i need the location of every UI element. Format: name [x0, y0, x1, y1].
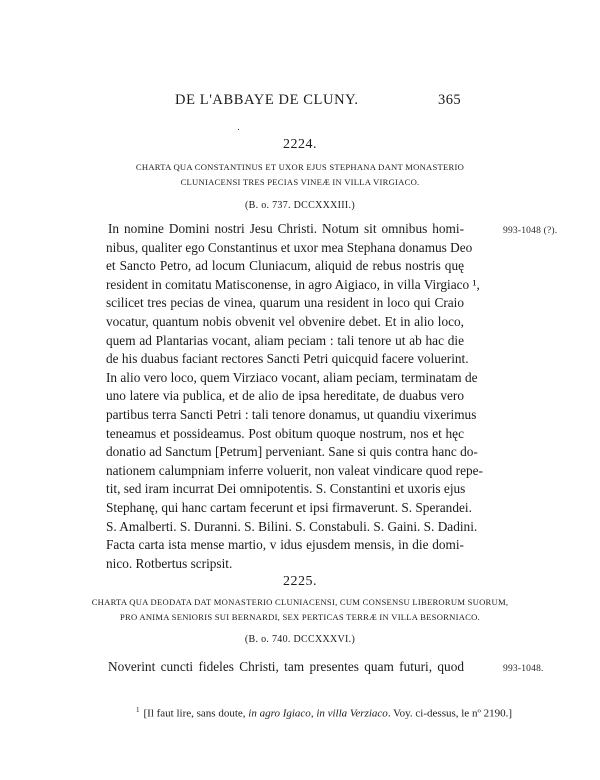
caption-line: CHARTA QUA DEODATA DAT MONASTERIO CLUNIACENSI, CUM CONSENSU LIBERORUM SUORUM, — [91, 597, 509, 607]
charter-number-2224: 2224. — [283, 137, 317, 152]
text-line: scilicet tres pecias de vinea, quarum una resident in loco qui Craio — [106, 295, 464, 311]
running-head — [175, 92, 461, 109]
caption-line: CLUNIACENSI TRES PECIAS VINEÆ IN VILLA VIRGIACO. — [180, 177, 420, 187]
footnote-text: . Voy. ci-dessus, le nº 2190.] — [387, 707, 513, 720]
text-line: Stephanę, qui hanc cartam fecerunt et ipsi firmaverunt. S. Sperandei. — [106, 499, 472, 515]
charter-reference-2224: (B. o. 737. DCCXXXIII.) — [245, 200, 355, 211]
text-line: nationem calumpniam inferre voluerit, non valeat vindicare quod repe- — [106, 462, 483, 478]
charter-number-2225: 2225. — [283, 574, 317, 589]
footnote-text: [Il faut lire, sans doute, — [143, 707, 249, 720]
text-line: teneamus et possideamus. Post obitum quoque nostrum, nos et hęc — [106, 425, 464, 441]
footnote — [136, 706, 513, 720]
text-line: resident in comitatu Matisconense, in agro Aigiaco, in villa Virgiaco ¹, — [106, 276, 480, 292]
text-line: Facta carta ista mense martio, v idus ejusdem mensis, in die domi- — [106, 537, 464, 553]
footnote-italic: in villa Verziaco — [316, 707, 388, 720]
ornament-mark: ٠ — [236, 124, 241, 134]
charter-caption-2224 — [0, 160, 600, 190]
text-line: vocatur, quantum nobis obvenit vel obvenire debet. Et in alio loco, — [106, 313, 464, 329]
text-line: nico. Rotbertus scripsit. — [106, 555, 233, 571]
running-head-title: DE L'ABBAYE DE CLUNY. — [175, 92, 359, 108]
caption-line: PRO ANIMA SENIORIS SUI BERNARDI, SEX PERTICAS TERRÆ IN VILLA BESORNIACO. — [120, 612, 480, 622]
text-line: S. Amalberti. S. Duranni. S. Bilini. S. Constabuli. S. Gaini. S. Dadini. — [106, 518, 478, 534]
text-line: de his duabus faciant rectores Sancti Petri quicquid facere voluerint. — [106, 351, 469, 367]
caption-line: CHARTA QUA CONSTANTINUS ET UXOR EJUS STEPHANA DANT MONASTERIO — [135, 162, 465, 172]
charter-reference-2225: (B. o. 740. DCCXXXVI.) — [244, 634, 356, 645]
charter-text-2224 — [106, 220, 483, 573]
charter-caption-2225 — [0, 595, 600, 625]
text-line: quem ad Plantarias vocant, aliam peciam : tali tenore ut ab hac die — [106, 332, 464, 348]
text-line: In alio vero loco, quem Virziaco vocant, aliam peciam, terminatam de — [106, 369, 478, 385]
text-line: Noverint cuncti fideles Christi, tam presentes quam futuri, quod — [108, 659, 464, 674]
footnote-text: , — [310, 707, 317, 720]
text-line: nibus, qualiter ego Constantinus et uxor mea Stephana donamus Deo — [106, 239, 473, 255]
margin-date-2225: 993-1048. — [503, 664, 544, 674]
footnote-italic: in agro Igiaco — [248, 707, 311, 720]
text-line: tit, sed iram incurrat Dei omnipotentis. S. Constantini et uxoris ejus — [106, 481, 466, 497]
charter-text-2225 — [106, 658, 464, 677]
footnote-marker: 1 — [136, 706, 140, 714]
page-number: 365 — [438, 92, 461, 108]
margin-date-2224: 993-1048 (?). — [503, 226, 558, 236]
text-line: partibus terra Sancti Petri : tali tenore donamus, ut quandiu vixerimus — [106, 406, 477, 422]
text-line: donatio ad Sanctum [Petrum] perveniant. Sane si quis contra hanc do- — [106, 444, 478, 460]
text-line: In nomine Domini nostri Jesu Christi. Notum sit omnibus homi- — [108, 221, 464, 236]
text-line: uno latere via publica, et de alio de ipsa hereditate, de duabus vero — [106, 388, 464, 404]
text-line: et Sancto Petro, ad locum Cluniacum, aliquid de rebus nostris quę — [106, 258, 464, 274]
